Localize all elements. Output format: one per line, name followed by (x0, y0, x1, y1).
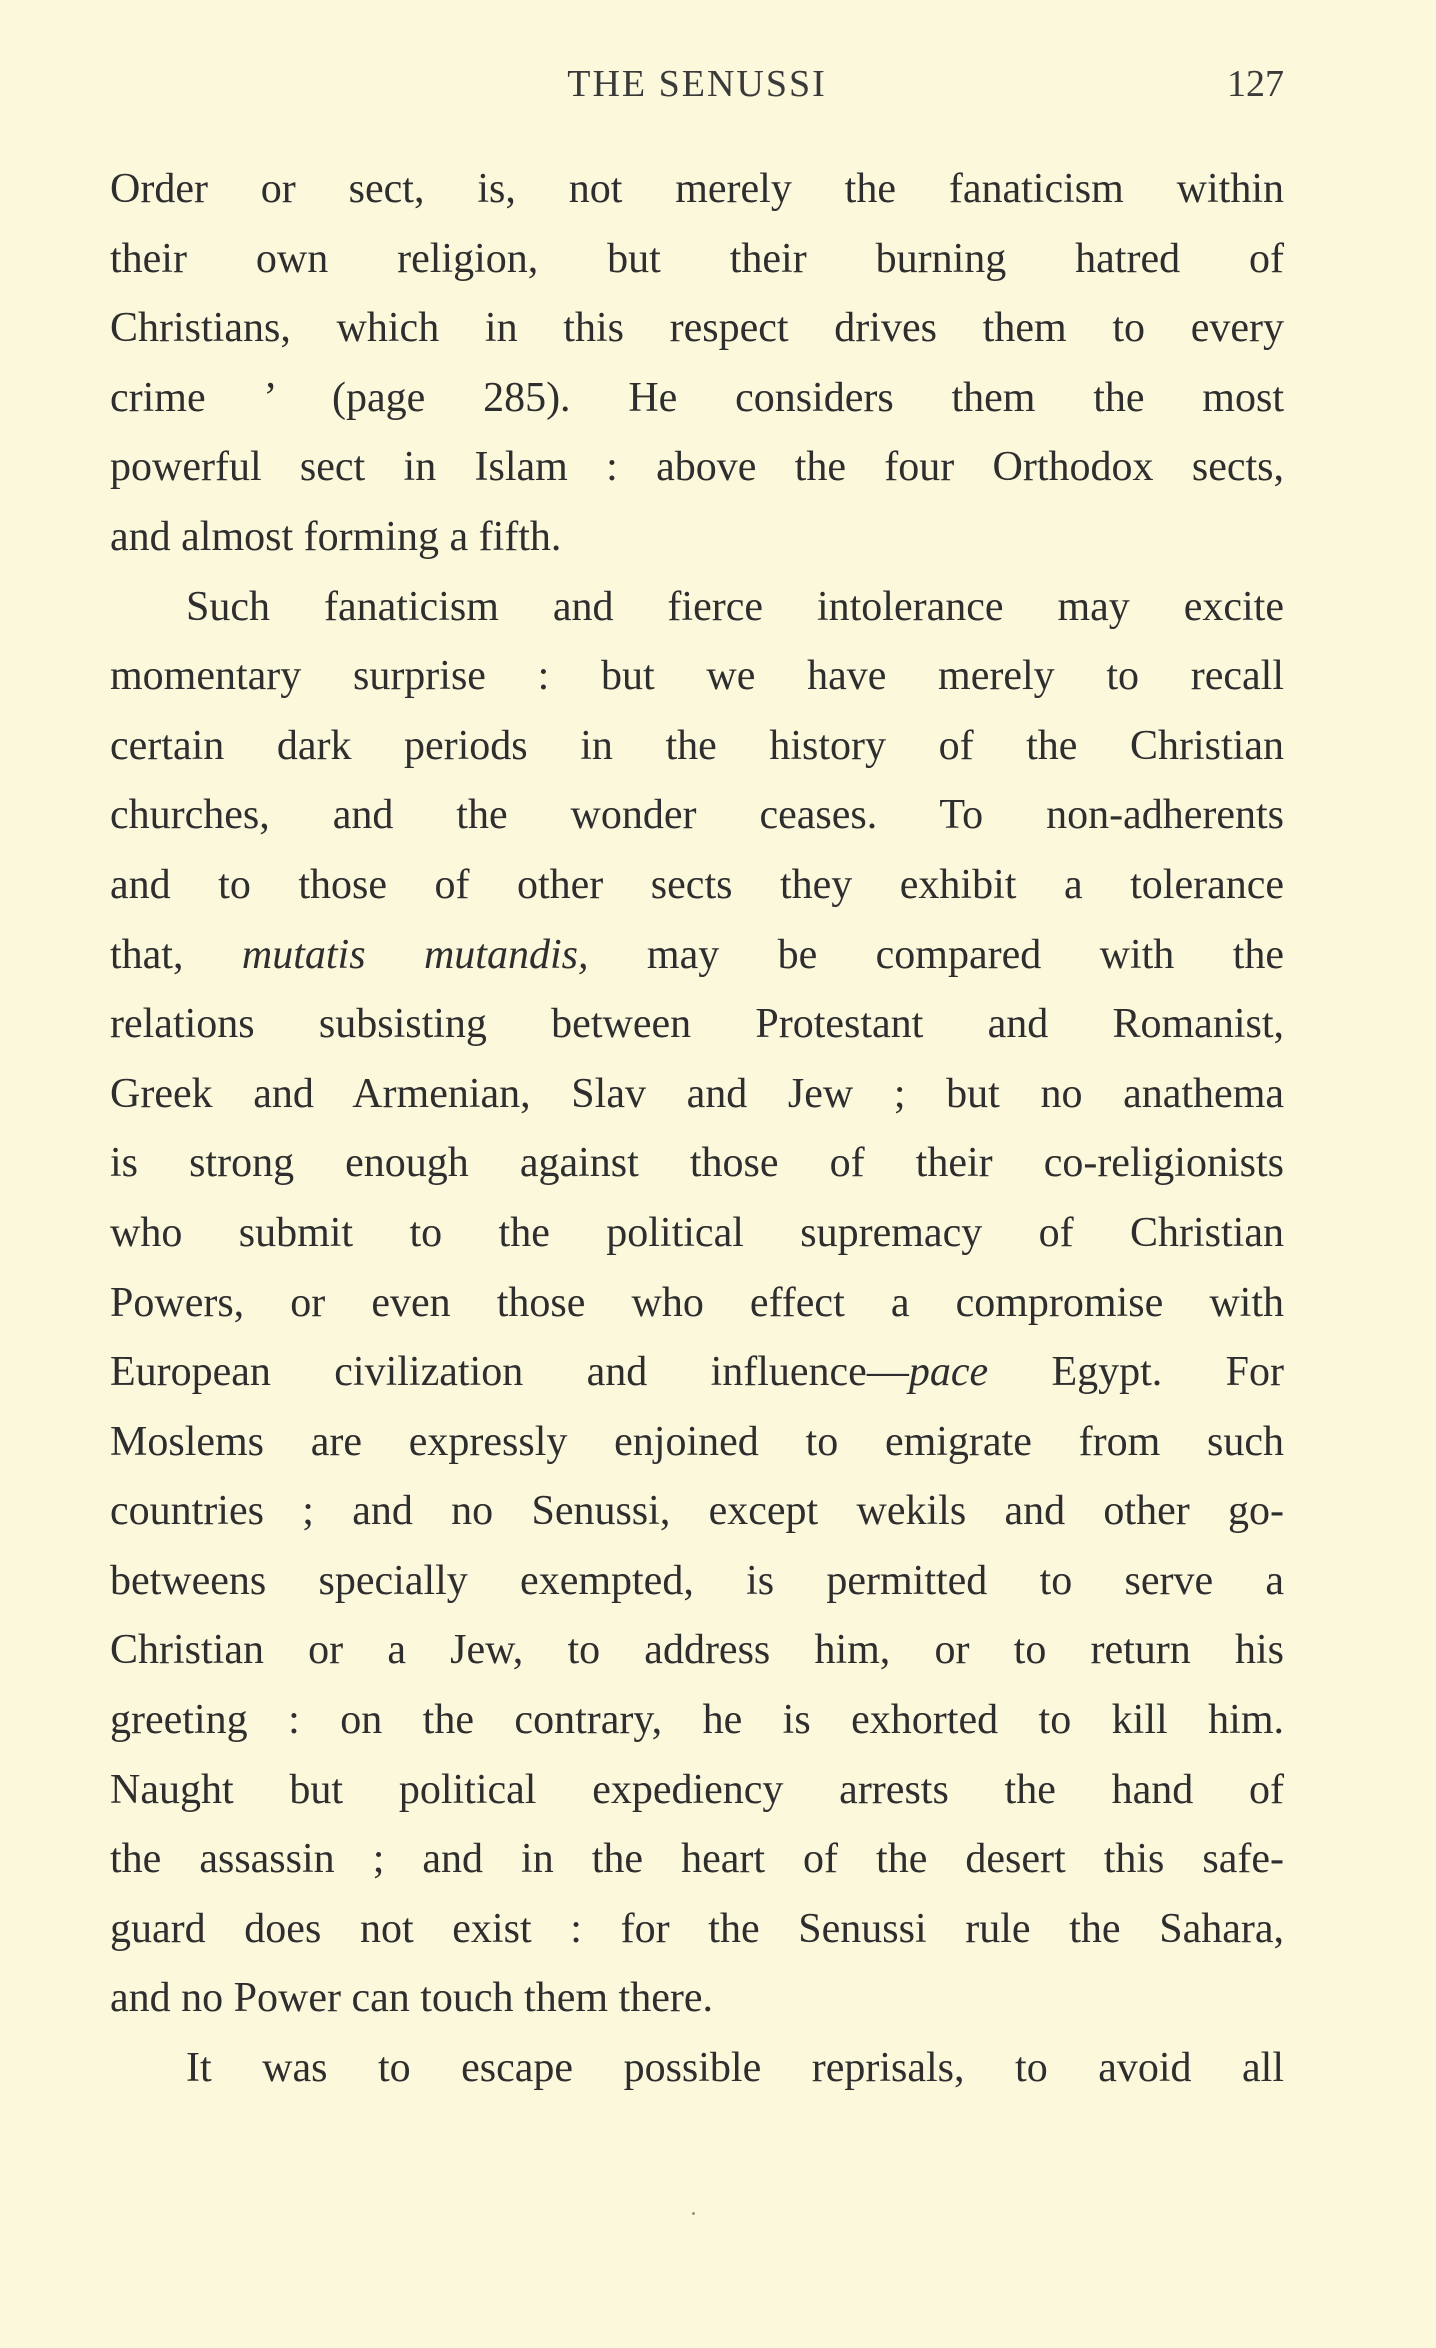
text-line: is strong enough against those of their co-religionists (110, 1140, 1284, 1187)
text-run: may be compared with the (588, 931, 1285, 978)
text-line: their own religion, but their burning hatred of (110, 235, 1284, 282)
text-line: Christian or a Jew, to address him, or to return his (110, 1627, 1284, 1674)
text-line: churches, and the wonder ceases. To non-adherents (110, 792, 1284, 839)
text-line: and almost forming a fifth. (110, 513, 562, 560)
text-line: countries ; and no Senussi, except wekils and other go- (110, 1488, 1284, 1535)
paper-speck (692, 2212, 695, 2215)
text-line: the assassin ; and in the heart of the desert this safe- (110, 1836, 1284, 1883)
text-line: and to those of other sects they exhibit a tolerance (110, 861, 1284, 908)
text-line: who submit to the political supremacy of Christian (110, 1209, 1284, 1256)
text-line: greeting : on the contrary, he is exhorted to kill him. (110, 1697, 1284, 1744)
text-run: that, (110, 931, 242, 978)
italic-phrase: mutatis mutandis, (241, 931, 589, 978)
text-line: guard does not exist : for the Senussi rule the Sahara, (110, 1905, 1284, 1952)
text-line: certain dark periods in the history of the Christian (110, 722, 1284, 769)
text-line: betweens specially exempted, is permitted to serve a (110, 1557, 1284, 1604)
text-line: momentary surprise : but we have merely to recall (110, 653, 1284, 700)
text-line: Powers, or even those who effect a compromise with (110, 1279, 1284, 1326)
body-text (110, 155, 1284, 2104)
text-line: powerful sect in Islam : above the four Orthodox sects, (110, 444, 1284, 491)
text-line (110, 921, 1284, 991)
text-line: Such fanaticism and fierce intolerance may excite (186, 583, 1284, 630)
text-run: Egypt. For (988, 1349, 1285, 1396)
text-line: and no Power can touch them there. (110, 1975, 713, 2022)
running-title: THE SENUSSI (567, 63, 827, 105)
text-line: It was to escape possible reprisals, to avoid all (186, 2045, 1284, 2092)
text-line: Greek and Armenian, Slav and Jew ; but no anathema (110, 1070, 1284, 1117)
text-line: Order or sect, is, not merely the fanaticism within (110, 166, 1284, 212)
text-line: Moslems are expressly enjoined to emigrate from such (110, 1418, 1284, 1465)
page-number: 127 (1227, 63, 1284, 105)
text-line (110, 1338, 1284, 1408)
text-line: Christians, which in this respect drives them to every (110, 305, 1284, 352)
text-line: Naught but political expediency arrests the hand of (110, 1766, 1284, 1813)
text-line: crime ’ (page 285). He considers them the most (110, 374, 1284, 421)
text-line: relations subsisting between Protestant and Romanist, (110, 1001, 1284, 1048)
text-run: European civilization and influence— (110, 1349, 909, 1396)
italic-phrase: pace (908, 1349, 989, 1396)
running-head (110, 62, 1284, 112)
